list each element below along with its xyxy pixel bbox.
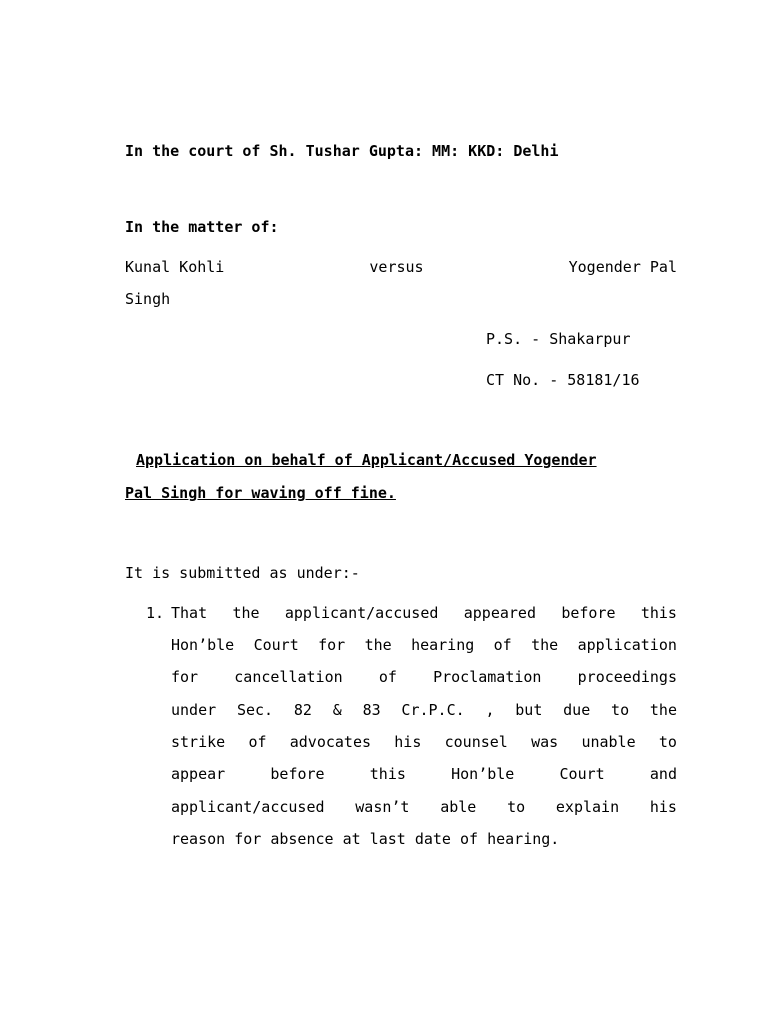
defendant-name-continued: Singh — [125, 290, 171, 308]
word: counsel — [444, 733, 508, 751]
word: , — [485, 701, 495, 719]
word: under — [171, 701, 217, 719]
word: due — [563, 701, 591, 719]
paragraph-line — [171, 667, 677, 687]
word: for — [318, 636, 346, 654]
word: proceedings — [577, 668, 677, 686]
word: applicant/accused — [284, 604, 439, 622]
word: but — [515, 701, 543, 719]
word: That — [171, 604, 208, 622]
word: Cr.P.C. — [401, 701, 465, 719]
paragraph-line — [171, 764, 677, 784]
word: was — [531, 733, 559, 751]
word: Hon’ble — [451, 765, 515, 783]
word: to — [507, 798, 526, 816]
word: for — [171, 668, 199, 686]
word: the — [364, 636, 392, 654]
application-title-line1: Application on behalf of Applicant/Accused Yogender — [136, 451, 597, 469]
word: this — [640, 604, 677, 622]
word: of — [378, 668, 397, 686]
word: of — [248, 733, 267, 751]
intro-text: It is submitted as under:- — [125, 564, 360, 582]
police-station: P.S. - Shakarpur — [486, 330, 631, 348]
parties-row — [125, 257, 677, 277]
word: explain — [555, 798, 620, 816]
plaintiff-name: Kunal Kohli — [125, 258, 225, 276]
word: hearing — [411, 636, 475, 654]
court-heading: In the court of Sh. Tushar Gupta: MM: KKD: Delhi — [125, 142, 559, 160]
word: unable — [581, 733, 636, 751]
paragraph-number: 1. — [146, 604, 165, 622]
word: cancellation — [234, 668, 343, 686]
word: 83 — [362, 701, 381, 719]
word: advocates — [289, 733, 372, 751]
word: the — [531, 636, 559, 654]
word: Hon’ble — [171, 636, 235, 654]
word: 82 — [293, 701, 312, 719]
versus-text: versus — [369, 258, 424, 276]
word: of — [493, 636, 512, 654]
word: before — [561, 604, 616, 622]
paragraph-line — [171, 635, 677, 655]
word: to — [611, 701, 630, 719]
word: and — [649, 765, 677, 783]
word: Court — [253, 636, 299, 654]
word: Court — [559, 765, 605, 783]
word: strike — [171, 733, 226, 751]
defendant-name: Yogender Pal — [568, 258, 677, 276]
application-title-line2: Pal Singh for waving off fine. — [125, 484, 396, 502]
paragraph-line — [171, 732, 677, 752]
word: appeared — [463, 604, 536, 622]
word: this — [369, 765, 406, 783]
matter-label: In the matter of: — [125, 218, 279, 236]
word: Proclamation — [433, 668, 542, 686]
word: wasn’t — [355, 798, 410, 816]
word: appear — [171, 765, 226, 783]
word: the — [232, 604, 260, 622]
word: the — [649, 701, 677, 719]
word: applicant/accused — [171, 798, 325, 816]
word: his — [649, 798, 677, 816]
paragraph-line — [171, 700, 677, 720]
word: able — [440, 798, 477, 816]
word: Sec. — [236, 701, 274, 719]
case-number: CT No. - 58181/16 — [486, 371, 640, 389]
paragraph-line — [171, 797, 677, 817]
word: application — [577, 636, 677, 654]
word: his — [394, 733, 422, 751]
paragraph-line — [171, 603, 677, 623]
word: before — [270, 765, 325, 783]
word: to — [658, 733, 677, 751]
paragraph-last-line: reason for absence at last date of hearing. — [171, 830, 560, 848]
word: & — [332, 701, 342, 719]
